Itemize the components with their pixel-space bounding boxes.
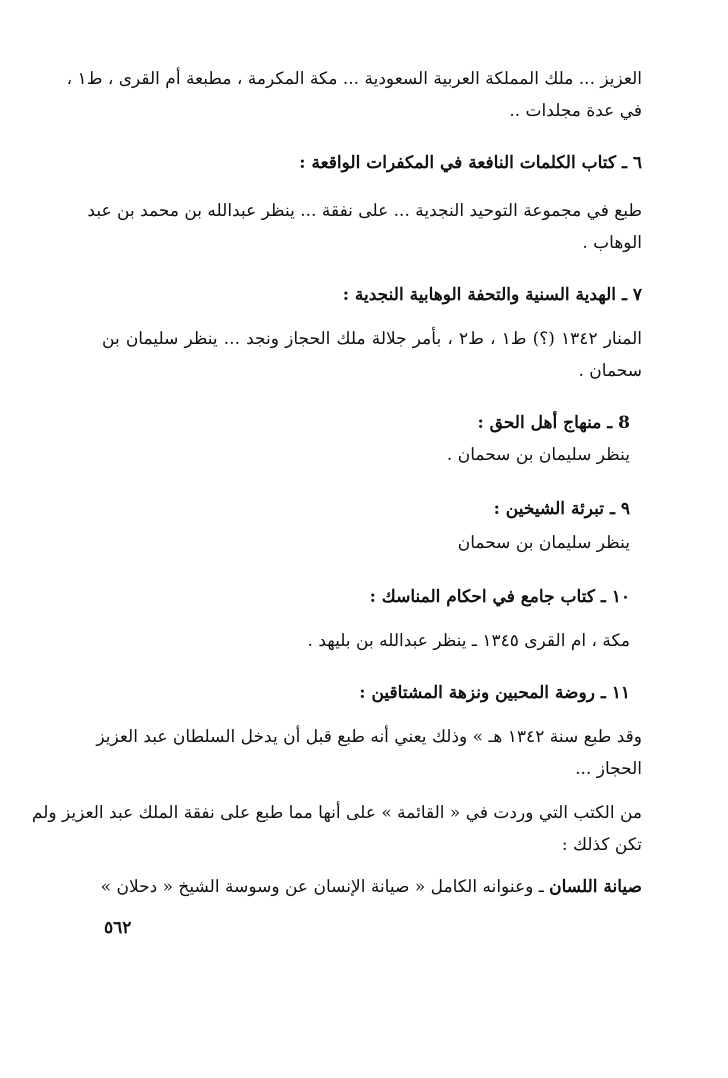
- bold-title: صيانة اللسان: [549, 877, 642, 897]
- entry-heading-10: ١٠ ـ كتاب جامع في احكام المناسك :: [369, 587, 630, 607]
- text-line: المنار ١٣٤٢ (؟) ط١ ، ط٢ ، بأمر جلالة ملك الحجاز ونجد ... ينظر سليمان بن: [102, 329, 642, 349]
- text-line: مكة ، ام القرى ١٣٤٥ ـ ينظر عبدالله بن بليهد .: [307, 631, 630, 651]
- entry-heading-11: ١١ ـ روضة المحبين ونزهة المشتاقين :: [359, 683, 630, 703]
- entry-heading-8: 8 ـ منهاج أهل الحق :: [477, 413, 630, 433]
- text-line: الوهاب .: [582, 233, 642, 253]
- entry-heading-9: ٩ ـ تبرئة الشيخين :: [493, 499, 630, 519]
- text-line: من الكتب التي وردت في « القائمة » على أنها مما طبع على نفقة الملك عبد العزيز ولم: [31, 803, 642, 823]
- text-line: وقد طبع سنة ١٣٤٢ هـ » وذلك يعني أنه طبع قبل أن يدخل السلطان عبد العزيز: [96, 727, 642, 747]
- text-line: ينظر سليمان بن سحمان: [457, 533, 630, 553]
- text-line: تكن كذلك :: [561, 835, 642, 855]
- entry-heading-7: ٧ ـ الهدية السنية والتحفة الوهابية النجدية :: [342, 285, 642, 305]
- text-line: طبع في مجموعة التوحيد النجدية ... على نفقة ... ينظر عبدالله بن محمد بن عبد: [87, 201, 642, 221]
- text-line-last: [102, 874, 642, 900]
- text-line: سحمان .: [578, 361, 642, 381]
- text-line: العزيز ... ملك المملكة العربية السعودية ... مكة المكرمة ، مطبعة أم القرى ، ط١ ،: [66, 69, 642, 89]
- text-fragment: ـ وعنوانه الكامل « صيانة الإنسان عن وسوسة الشيخ « دحلان »: [100, 877, 550, 897]
- page-number: ٥٦٢: [104, 918, 132, 938]
- text-line: ينظر سليمان بن سحمان .: [446, 445, 630, 465]
- text-line: الحجاز ...: [575, 759, 642, 779]
- entry-heading-6: ٦ ـ كتاب الكلمات النافعة في المكفرات الواقعة :: [299, 153, 642, 173]
- text-line: في عدة مجلدات ..: [509, 101, 642, 121]
